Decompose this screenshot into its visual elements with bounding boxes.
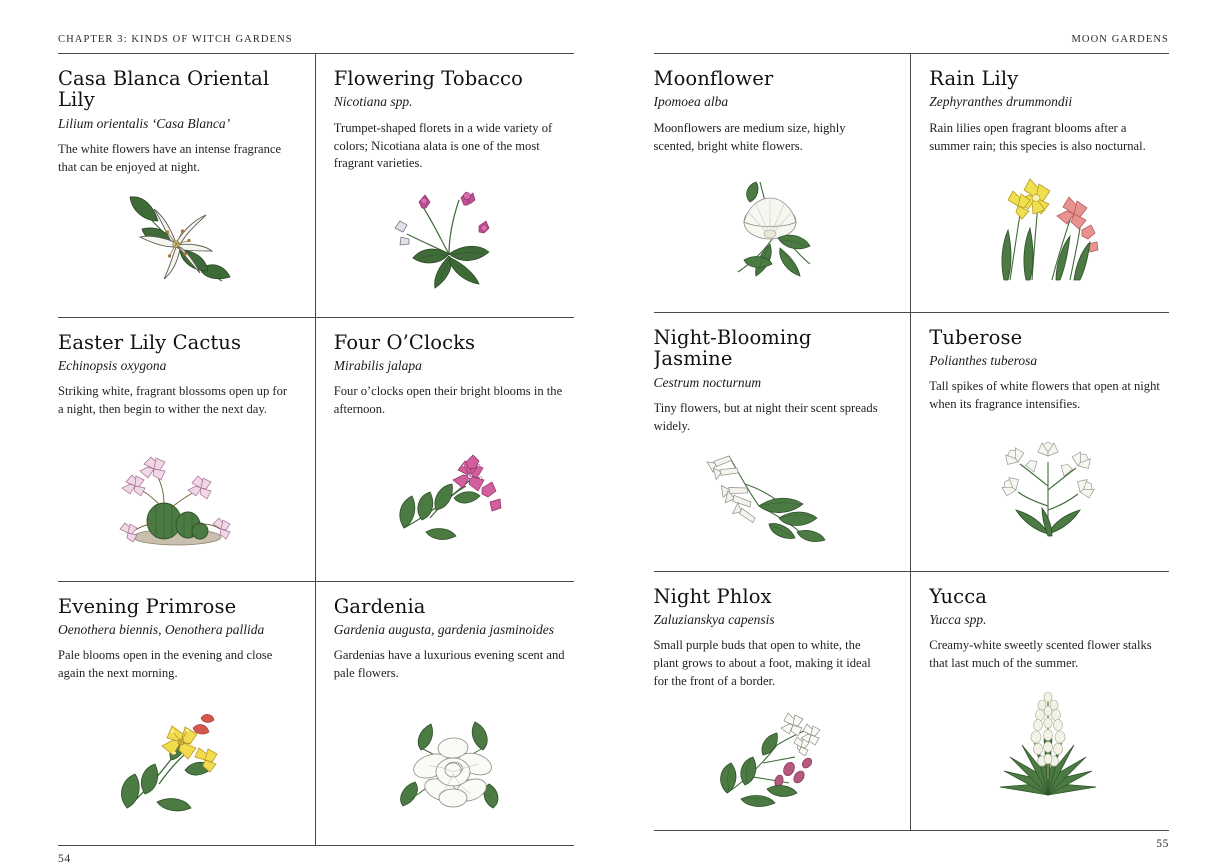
plant-description: Striking white, fragrant blossoms open up for a night, then begin to wither the next day. — [58, 383, 290, 419]
white-lily-illustration — [102, 181, 252, 301]
plant-name: Tuberose — [929, 327, 1169, 348]
plant-description: Tiny flowers, but at night their scent spreads widely. — [654, 400, 886, 436]
right-page-grid — [654, 54, 1170, 830]
evening-primrose-illustration — [97, 698, 257, 818]
plant-entry — [316, 54, 574, 318]
plant-latin-name: Ipomoea alba — [654, 94, 893, 110]
night-phlox-illustration — [693, 697, 853, 812]
plant-illustration-wrap — [654, 155, 893, 301]
plant-description: Trumpet-shaped florets in a wide variety of colors; Nicotiana alata is one of the most fragrant varieties. — [334, 120, 566, 174]
running-head-right: MOON GARDENS — [654, 34, 1170, 53]
plant-illustration-wrap — [654, 436, 893, 561]
left-page — [0, 0, 614, 800]
plant-name: Night Phlox — [654, 586, 893, 607]
plant-description: The white flowers have an intense fragrance that can be enjoyed at night. — [58, 141, 290, 177]
tuberose-illustration — [974, 426, 1124, 546]
flowering-tobacco-illustration — [379, 182, 529, 297]
plant-entry — [654, 54, 912, 313]
plant-latin-name: Echinopsis oxygona — [58, 358, 297, 374]
plant-latin-name: Cestrum nocturnum — [654, 375, 893, 391]
plant-entry — [58, 318, 316, 582]
plant-illustration-wrap — [58, 177, 297, 307]
plant-latin-name: Lilium orientalis ‘Casa Blanca’ — [58, 116, 297, 132]
plant-name: Gardenia — [334, 596, 574, 617]
plant-latin-name: Mirabilis jalapa — [334, 358, 574, 374]
night-blooming-jasmine-illustration — [693, 440, 853, 555]
page-number-right: 55 — [654, 831, 1170, 850]
plant-illustration-wrap — [929, 673, 1169, 820]
four-oclocks-illustration — [374, 436, 534, 551]
plant-entry — [58, 54, 316, 318]
plant-latin-name: Nicotiana spp. — [334, 94, 574, 110]
plant-description: Gardenias have a luxurious evening scent and pale flowers. — [334, 647, 566, 683]
plant-illustration-wrap — [334, 683, 574, 835]
plant-illustration-wrap — [334, 173, 574, 307]
plant-name: Four O’Clocks — [334, 332, 574, 353]
plant-name: Easter Lily Cactus — [58, 332, 297, 353]
rain-lily-illustration — [974, 168, 1124, 288]
plant-latin-name: Zaluzianskya capensis — [654, 612, 893, 628]
plant-description: Pale blooms open in the evening and close again the next morning. — [58, 647, 290, 683]
plant-latin-name: Gardenia augusta, gardenia jasminoides — [334, 622, 574, 638]
plant-entry — [911, 572, 1169, 831]
plant-entry — [911, 313, 1169, 572]
plant-latin-name: Oenothera biennis, Oenothera pallida — [58, 622, 297, 638]
plant-name: Night-Blooming Jasmine — [654, 327, 893, 370]
plant-illustration-wrap — [58, 683, 297, 835]
plant-illustration-wrap — [334, 419, 574, 570]
plant-entry — [316, 582, 574, 846]
plant-latin-name: Zephyranthes drummondii — [929, 94, 1169, 110]
plant-entry — [654, 313, 912, 572]
plant-name: Casa Blanca Oriental Lily — [58, 68, 297, 111]
plant-illustration-wrap — [58, 419, 297, 570]
plant-description: Tall spikes of white flowers that open at night when its fragrance intensifies. — [929, 378, 1161, 414]
plant-description: Small purple buds that open to white, the plant grows to about a foot, making it ideal for the front of a border. — [654, 637, 886, 691]
right-page — [614, 0, 1227, 800]
plant-entry — [316, 318, 574, 582]
left-page-grid — [58, 54, 574, 845]
gardenia-illustration — [379, 698, 529, 818]
plant-latin-name: Polianthes tuberosa — [929, 353, 1169, 369]
plant-entry — [654, 572, 912, 831]
plant-name: Rain Lily — [929, 68, 1169, 89]
plant-name: Flowering Tobacco — [334, 68, 574, 89]
plant-illustration-wrap — [654, 691, 893, 821]
plant-name: Yucca — [929, 586, 1169, 607]
plant-entry — [58, 582, 316, 846]
yucca-illustration — [974, 683, 1124, 808]
page-number-left: 54 — [58, 846, 574, 865]
plant-illustration-wrap — [929, 155, 1169, 301]
plant-name: Evening Primrose — [58, 596, 297, 617]
moonflower-illustration — [698, 168, 848, 288]
running-head-left: CHAPTER 3: KINDS OF WITCH GARDENS — [58, 34, 574, 53]
plant-illustration-wrap — [929, 414, 1169, 560]
plant-name: Moonflower — [654, 68, 893, 89]
plant-entry — [911, 54, 1169, 313]
plant-description: Four o’clocks open their bright blooms in the afternoon. — [334, 383, 566, 419]
plant-description: Moonflowers are medium size, highly scented, bright white flowers. — [654, 120, 886, 156]
plant-description: Creamy-white sweetly scented flower stalks that last much of the summer. — [929, 637, 1161, 673]
easter-lily-cactus-illustration — [102, 439, 252, 549]
plant-description: Rain lilies open fragrant blooms after a summer rain; this species is also nocturnal. — [929, 120, 1161, 156]
plant-latin-name: Yucca spp. — [929, 612, 1169, 628]
